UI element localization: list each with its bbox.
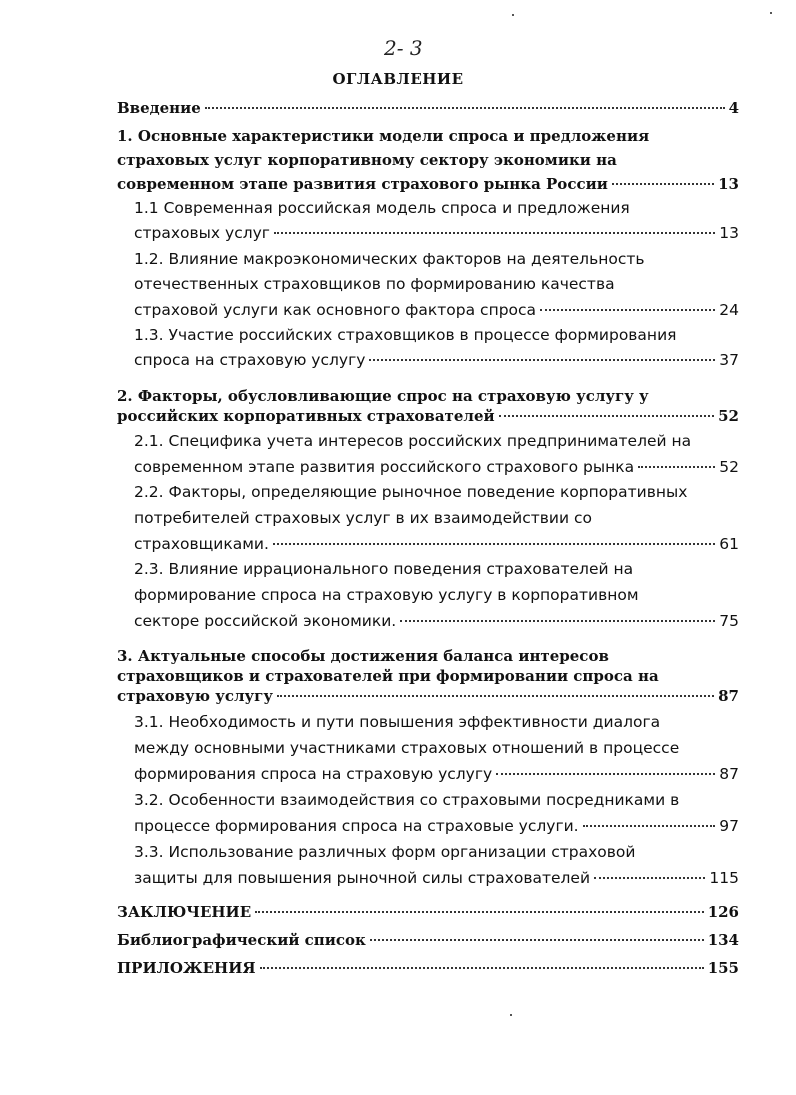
toc-chapter-1-line-3[interactable] bbox=[117, 172, 739, 196]
toc-entry-appendices[interactable] bbox=[117, 956, 739, 980]
toc-entry-title: современном этапе развития российского страхового рынка bbox=[134, 458, 635, 476]
handwritten-page-note: 2- 3 bbox=[384, 36, 423, 60]
leader-dots bbox=[499, 415, 715, 417]
leader-dots bbox=[583, 825, 716, 827]
leader-dots bbox=[260, 967, 704, 969]
toc-page-number: 155 bbox=[707, 959, 739, 977]
toc-entry-intro[interactable] bbox=[117, 96, 739, 120]
toc-section-1-1-line-1: 1.1 Современная российская модель спроса и предложения bbox=[134, 199, 630, 217]
toc-section-3-1-line-1: 3.1. Необходимость и пути повышения эффективности диалога bbox=[134, 713, 661, 731]
leader-dots bbox=[540, 309, 715, 311]
toc-entry-title: российских корпоративных страхователей bbox=[117, 407, 495, 425]
toc-page-number: 75 bbox=[719, 612, 739, 630]
toc-entry-title: страховой услуги как основного фактора спроса bbox=[134, 301, 537, 319]
toc-page-number: 13 bbox=[719, 224, 739, 242]
leader-dots bbox=[496, 773, 715, 775]
toc-chapter-2-line-2[interactable] bbox=[117, 404, 739, 428]
leader-dots bbox=[400, 620, 715, 622]
toc-page-number: 52 bbox=[719, 458, 739, 476]
toc-section-2-2-line-3[interactable] bbox=[134, 532, 739, 556]
toc-section-3-2-line-1: 3.2. Особенности взаимодействия со страховыми посредниками в bbox=[134, 791, 680, 809]
toc-entry-conclusion[interactable] bbox=[117, 900, 739, 924]
toc-page-number: 37 bbox=[719, 351, 739, 369]
toc-entry-title: процессе формирования спроса на страховые услуги. bbox=[134, 817, 579, 835]
toc-entry-title: Библиографический список bbox=[117, 931, 366, 949]
leader-dots bbox=[255, 911, 704, 913]
toc-entry-title: формирования спроса на страховую услугу bbox=[134, 765, 493, 783]
toc-page-number: 97 bbox=[719, 817, 739, 835]
toc-chapter-3-line-2: страховщиков и страхователей при формировании спроса на bbox=[117, 667, 659, 685]
toc-section-1-1-line-2[interactable] bbox=[134, 221, 739, 245]
toc-entry-title: спроса на страховую услугу bbox=[134, 351, 366, 369]
toc-section-1-3-line-2[interactable] bbox=[134, 348, 739, 372]
toc-section-2-3-line-1: 2.3. Влияние иррационального поведения страхователей на bbox=[134, 560, 634, 578]
leader-dots bbox=[274, 232, 715, 234]
toc-chapter-1-line-2: страховых услуг корпоративному сектору экономики на bbox=[117, 151, 617, 169]
toc-entry-title: Введение bbox=[117, 99, 201, 117]
toc-chapter-2-line-1: 2. Факторы, обусловливающие спрос на страховую услугу у bbox=[117, 387, 649, 405]
toc-page-number: 4 bbox=[728, 99, 739, 117]
toc-page-number: 61 bbox=[719, 535, 739, 553]
toc-page-number: 134 bbox=[707, 931, 739, 949]
toc-page-number: 87 bbox=[719, 765, 739, 783]
leader-dots bbox=[369, 359, 715, 361]
scan-speck bbox=[512, 14, 514, 16]
toc-chapter-3-line-3[interactable] bbox=[117, 684, 739, 708]
page-title: ОГЛАВЛЕНИЕ bbox=[332, 70, 464, 88]
leader-dots bbox=[277, 695, 714, 697]
toc-section-1-2-line-1: 1.2. Влияние макроэкономических факторов на деятельность bbox=[134, 250, 645, 268]
toc-section-1-3-line-1: 1.3. Участие российских страховщиков в процессе формирования bbox=[134, 326, 677, 344]
leader-dots bbox=[612, 183, 714, 185]
toc-section-2-2-line-2: потребителей страховых услуг в их взаимодействии со bbox=[134, 509, 592, 527]
toc-section-3-3-line-2[interactable] bbox=[134, 866, 739, 890]
toc-entry-title: ЗАКЛЮЧЕНИЕ bbox=[117, 903, 252, 921]
toc-page-number: 13 bbox=[718, 175, 739, 193]
toc-section-2-1-line-1: 2.1. Специфика учета интересов российских предпринимателей на bbox=[134, 432, 692, 450]
toc-section-3-3-line-1: 3.3. Использование различных форм организации страховой bbox=[134, 843, 636, 861]
toc-page-number: 52 bbox=[718, 407, 739, 425]
toc-entry-title: секторе российской экономики. bbox=[134, 612, 397, 630]
toc-page-number: 24 bbox=[719, 301, 739, 319]
leader-dots bbox=[205, 107, 725, 109]
toc-section-1-2-line-3[interactable] bbox=[134, 298, 739, 322]
toc-entry-title: современном этапе развития страхового рынка России bbox=[117, 175, 608, 193]
toc-entry-title: страховых услуг bbox=[134, 224, 270, 242]
toc-section-3-1-line-2: между основными участниками страховых отношений в процессе bbox=[134, 739, 680, 757]
toc-section-1-2-line-2: отечественных страховщиков по формированию качества bbox=[134, 275, 615, 293]
leader-dots bbox=[273, 543, 715, 545]
toc-section-3-2-line-2[interactable] bbox=[134, 814, 739, 838]
scan-speck bbox=[510, 1014, 512, 1016]
toc-page-number: 115 bbox=[709, 869, 739, 887]
toc-page-number: 126 bbox=[707, 903, 739, 921]
toc-entry-title: ПРИЛОЖЕНИЯ bbox=[117, 959, 256, 977]
toc-page-number: 87 bbox=[718, 687, 739, 705]
toc-section-3-1-line-3[interactable] bbox=[134, 762, 739, 786]
toc-section-2-3-line-3[interactable] bbox=[134, 609, 739, 633]
scan-speck bbox=[770, 12, 772, 14]
leader-dots bbox=[638, 466, 715, 468]
leader-dots bbox=[594, 877, 705, 879]
toc-entry-title: страховую услугу bbox=[117, 687, 273, 705]
toc-entry-title: защиты для повышения рыночной силы страхователей bbox=[134, 869, 591, 887]
toc-section-2-1-line-2[interactable] bbox=[134, 455, 739, 479]
toc-section-2-3-line-2: формирование спроса на страховую услугу в корпоративном bbox=[134, 586, 639, 604]
toc-chapter-1-line-1: 1. Основные характеристики модели спроса и предложения bbox=[117, 127, 650, 145]
toc-entry-title: страховщиками. bbox=[134, 535, 269, 553]
toc-section-2-2-line-1: 2.2. Факторы, определяющие рыночное поведение корпоративных bbox=[134, 483, 688, 501]
leader-dots bbox=[370, 939, 704, 941]
toc-entry-bibliography[interactable] bbox=[117, 928, 739, 952]
toc-chapter-3-line-1: 3. Актуальные способы достижения баланса интересов bbox=[117, 647, 609, 665]
